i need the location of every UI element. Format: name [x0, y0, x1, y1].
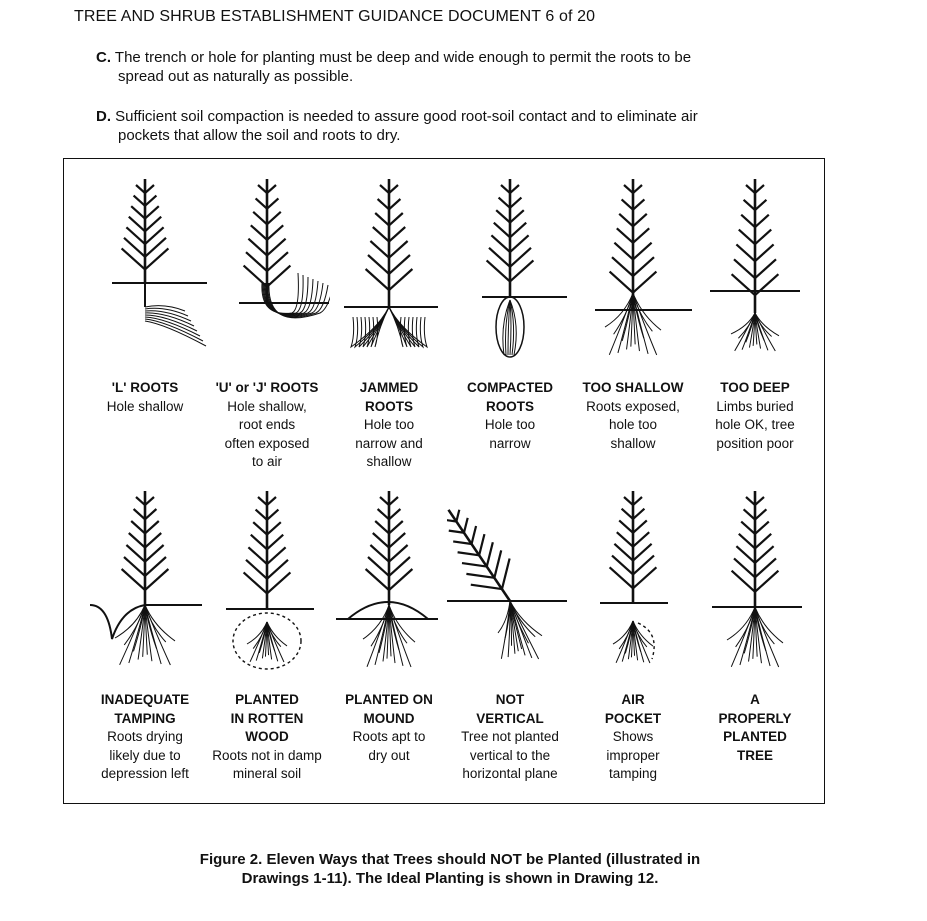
drawing-caption	[447, 691, 573, 784]
drawing-caption	[204, 691, 330, 784]
drawing-title: NOT	[495, 692, 525, 707]
drawing-description: hole OK, tree	[715, 417, 795, 432]
drawing-description: likely due to	[109, 747, 181, 763]
too-shallow-tree-icon	[570, 165, 696, 375]
drawing-4	[447, 165, 573, 453]
drawing-title: PLANTED	[723, 729, 787, 744]
item-text-line1: Sufficient soil compaction is needed to assure good root-soil contact and to eliminate air	[115, 108, 698, 125]
drawing-12	[692, 477, 818, 765]
drawing-5	[570, 165, 696, 453]
drawing-description: Hole too	[484, 417, 536, 432]
drawing-caption	[326, 379, 452, 472]
drawing-10	[447, 477, 573, 784]
item-text-line2: spread out as naturally as possible.	[118, 68, 354, 85]
item-text-line1: The trench or hole for planting must be deep and wide enough to permit the roots to be	[114, 49, 692, 66]
drawing-title: MOUND	[363, 710, 415, 726]
drawing-description: shallow	[366, 454, 412, 469]
drawing-title: COMPACTED	[467, 380, 553, 395]
drawing-title: ROOTS	[485, 398, 534, 414]
drawing-description: Roots exposed,	[586, 398, 680, 414]
drawing-title: 'L' ROOTS	[111, 380, 179, 395]
drawing-title: PLANTED ON	[345, 692, 433, 707]
item-letter: C.	[96, 49, 111, 66]
drawing-title: TOO DEEP	[720, 380, 790, 395]
drawing-title: AIR	[621, 692, 645, 707]
drawing-description: Hole shallow,	[227, 398, 307, 414]
drawing-description: shallow	[610, 435, 656, 451]
item-d	[96, 107, 698, 145]
item-c	[96, 48, 691, 86]
drawing-caption	[326, 691, 452, 765]
drawing-7	[82, 477, 208, 784]
drawing-description: often exposed	[224, 435, 310, 451]
drawing-title: TREE	[736, 747, 773, 763]
drawing-9	[326, 477, 452, 765]
proper-planting-tree-icon	[692, 477, 818, 687]
drawing-description: Hole shallow	[106, 398, 184, 414]
drawing-2	[204, 165, 330, 472]
item-letter: D.	[96, 108, 111, 125]
drawing-description: horizontal plane	[462, 766, 558, 781]
drawing-title: TOO SHALLOW	[582, 380, 684, 395]
figure-box	[63, 158, 825, 804]
u-j-roots-tree-icon	[204, 165, 330, 375]
drawing-title: POCKET	[604, 710, 662, 726]
rotten-wood-tree-icon	[204, 477, 330, 687]
drawing-caption	[570, 379, 696, 453]
jammed-roots-tree-icon	[326, 165, 452, 375]
drawing-8	[204, 477, 330, 784]
drawing-title: A	[750, 692, 760, 707]
drawing-title: JAMMED	[359, 380, 419, 395]
drawing-description: Shows	[612, 729, 654, 744]
inadequate-tamping-tree-icon	[82, 477, 208, 687]
drawing-description: mineral soil	[232, 766, 302, 781]
drawing-description: depression left	[101, 766, 189, 781]
page-header: TREE AND SHRUB ESTABLISHMENT GUIDANCE DOCUMENT 6 of 20	[74, 8, 596, 25]
drawing-title: VERTICAL	[476, 710, 544, 726]
drawing-title: PROPERLY	[718, 710, 792, 726]
drawing-description: narrow and	[355, 435, 423, 451]
caption-line1: Figure 2. Eleven Ways that Trees should NOT be Planted (illustrated in	[199, 851, 701, 868]
drawing-description: to air	[251, 454, 282, 469]
drawing-description: root ends	[238, 417, 296, 432]
caption-line2: Drawings 1-11). The Ideal Planting is shown in Drawing 12.	[241, 870, 659, 887]
drawing-caption	[447, 379, 573, 453]
drawing-caption	[692, 379, 818, 453]
l-roots-tree-icon	[82, 165, 208, 375]
drawing-11	[570, 477, 696, 784]
drawing-title: INADEQUATE	[100, 692, 190, 707]
drawing-title: TAMPING	[114, 710, 176, 726]
drawing-caption	[204, 379, 330, 472]
drawing-description: Roots drying	[107, 729, 183, 744]
drawing-description: Roots not in damp	[212, 747, 322, 763]
too-deep-tree-icon	[692, 165, 818, 375]
drawing-description: improper	[606, 747, 660, 763]
drawing-description: position poor	[716, 435, 794, 451]
compacted-roots-tree-icon	[447, 165, 573, 375]
drawing-description: Limbs buried	[716, 398, 794, 414]
drawing-caption	[82, 379, 208, 416]
drawing-title: 'U' or 'J' ROOTS	[215, 380, 319, 395]
drawing-description: narrow	[489, 435, 531, 451]
drawing-3	[326, 165, 452, 472]
mound-tree-icon	[326, 477, 452, 687]
drawing-description: hole too	[608, 417, 658, 432]
drawing-1	[82, 165, 208, 416]
drawing-description: Hole too	[363, 417, 415, 432]
drawing-description: Tree not planted	[461, 729, 559, 744]
drawing-caption	[82, 691, 208, 784]
drawing-caption	[570, 691, 696, 784]
item-text-line2: pockets that allow the soil and roots to dry.	[118, 127, 401, 144]
air-pocket-tree-icon	[570, 477, 696, 687]
drawing-title: IN ROTTEN	[230, 710, 304, 726]
drawing-description: Roots apt to	[352, 729, 426, 744]
drawing-title: WOOD	[245, 729, 289, 744]
drawing-caption	[692, 691, 818, 765]
drawing-title: PLANTED	[235, 692, 299, 707]
drawing-description: vertical to the	[469, 747, 551, 763]
drawing-6	[692, 165, 818, 453]
drawing-description: tamping	[608, 766, 658, 781]
figure-caption	[150, 850, 750, 888]
drawing-description: dry out	[368, 747, 410, 763]
drawing-title: ROOTS	[364, 398, 413, 414]
not-vertical-tree-icon	[447, 477, 573, 687]
